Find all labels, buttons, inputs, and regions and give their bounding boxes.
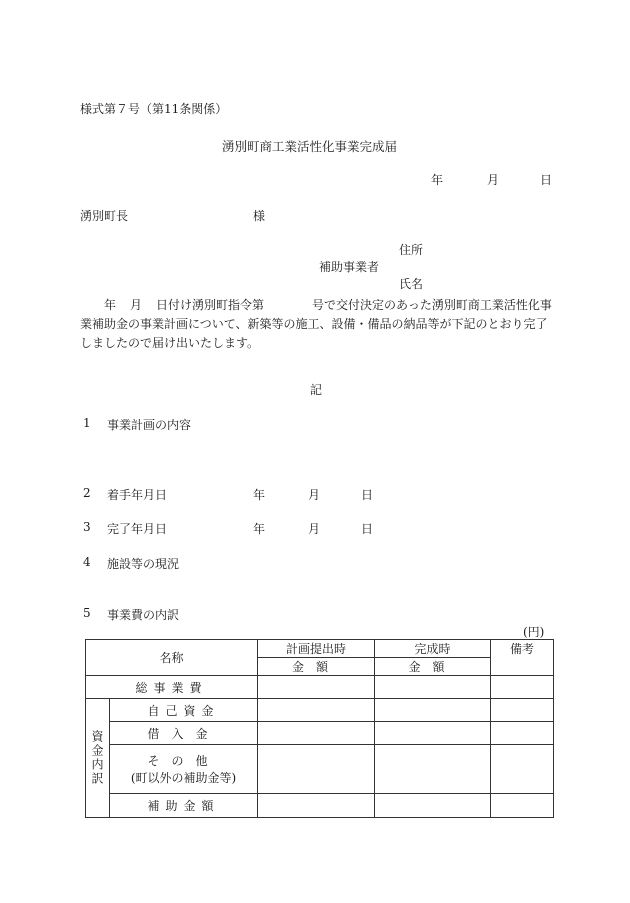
applicant-role-label: 補助事業者 <box>319 260 380 274</box>
body-paragraph <box>80 296 556 353</box>
table-row-borrowing <box>86 722 554 745</box>
item3-label: 完了年月日 <box>107 522 168 536</box>
header-plan-amount: 金額 <box>258 658 375 676</box>
body-number-suffix: 号で交付決定のあった湧別町商工業活性化事業補助金の事業計画について、新築等の施工、設備・備品の納品等が下記のとおり完了しましたので届け出いたします。 <box>80 298 552 350</box>
subsidy-done-cell[interactable] <box>375 794 491 818</box>
table-row-subsidy <box>86 794 554 818</box>
address-label: 住所 <box>399 243 424 257</box>
other-note-label: (町以外の補助金等) <box>130 771 237 785</box>
item5-number: 5 <box>83 606 91 620</box>
own-funds-note-cell[interactable] <box>491 699 554 722</box>
addressee-honorific: 様 <box>253 209 266 223</box>
name-label: 氏名 <box>399 277 424 291</box>
item3-month: 月 <box>308 522 321 536</box>
body-day-prefix: 日付け湧別町指令第 <box>156 298 265 312</box>
item2-day: 日 <box>361 488 374 502</box>
addressee-name: 湧別町長 <box>80 209 129 223</box>
item3-number: 3 <box>83 520 91 534</box>
ki-label: 記 <box>310 383 323 397</box>
expense-breakdown-table <box>85 639 554 818</box>
item2-label: 着手年月日 <box>107 488 168 502</box>
header-done-amount: 金額 <box>375 658 491 676</box>
item2-month: 月 <box>308 488 321 502</box>
total-plan-cell[interactable] <box>258 676 375 699</box>
other-plan-cell[interactable] <box>258 745 375 794</box>
other-label <box>110 745 258 794</box>
date-month: 月 <box>487 173 500 187</box>
own-funds-done-cell[interactable] <box>375 699 491 722</box>
date-year: 年 <box>431 173 444 187</box>
other-done-cell[interactable] <box>375 745 491 794</box>
subsidy-note-cell[interactable] <box>491 794 554 818</box>
body-year: 年 <box>104 298 117 312</box>
total-cost-label: 総事業費 <box>86 676 258 699</box>
unit-label: (円) <box>523 625 545 639</box>
own-funds-plan-cell[interactable] <box>258 699 375 722</box>
other-main-label: その他 <box>147 754 220 768</box>
document-title: 湧別町商工業活性化事業完成届 <box>222 139 398 154</box>
subsidy-plan-cell[interactable] <box>258 794 375 818</box>
form-number: 様式第７号（第11条関係） <box>80 102 228 116</box>
header-plan: 計画提出時 <box>258 640 375 658</box>
date-day: 日 <box>540 173 553 187</box>
borrowing-note-cell[interactable] <box>491 722 554 745</box>
item2-year: 年 <box>253 488 266 502</box>
other-note-cell[interactable] <box>491 745 554 794</box>
item4-label: 施設等の現況 <box>107 557 180 571</box>
header-note: 備考 <box>491 640 554 676</box>
borrowing-plan-cell[interactable] <box>258 722 375 745</box>
borrowing-label: 借入金 <box>110 722 258 745</box>
total-note-cell[interactable] <box>491 676 554 699</box>
borrowing-done-cell[interactable] <box>375 722 491 745</box>
item3-day: 日 <box>361 522 374 536</box>
own-funds-label: 自己資金 <box>110 699 258 722</box>
header-name: 名称 <box>86 640 258 676</box>
breakdown-label: 資金内訳 <box>86 699 110 818</box>
table-row-own-funds <box>86 699 554 722</box>
item5-label: 事業費の内訳 <box>107 608 180 622</box>
item2-number: 2 <box>83 486 91 500</box>
item1-number: 1 <box>83 416 91 430</box>
subsidy-label: 補助金額 <box>110 794 258 818</box>
body-month: 月 <box>130 298 143 312</box>
table-row-other <box>86 745 554 794</box>
item1-label: 事業計画の内容 <box>107 418 192 432</box>
table-row-total <box>86 676 554 699</box>
total-done-cell[interactable] <box>375 676 491 699</box>
header-done: 完成時 <box>375 640 491 658</box>
item4-number: 4 <box>83 555 91 569</box>
item3-year: 年 <box>253 522 266 536</box>
